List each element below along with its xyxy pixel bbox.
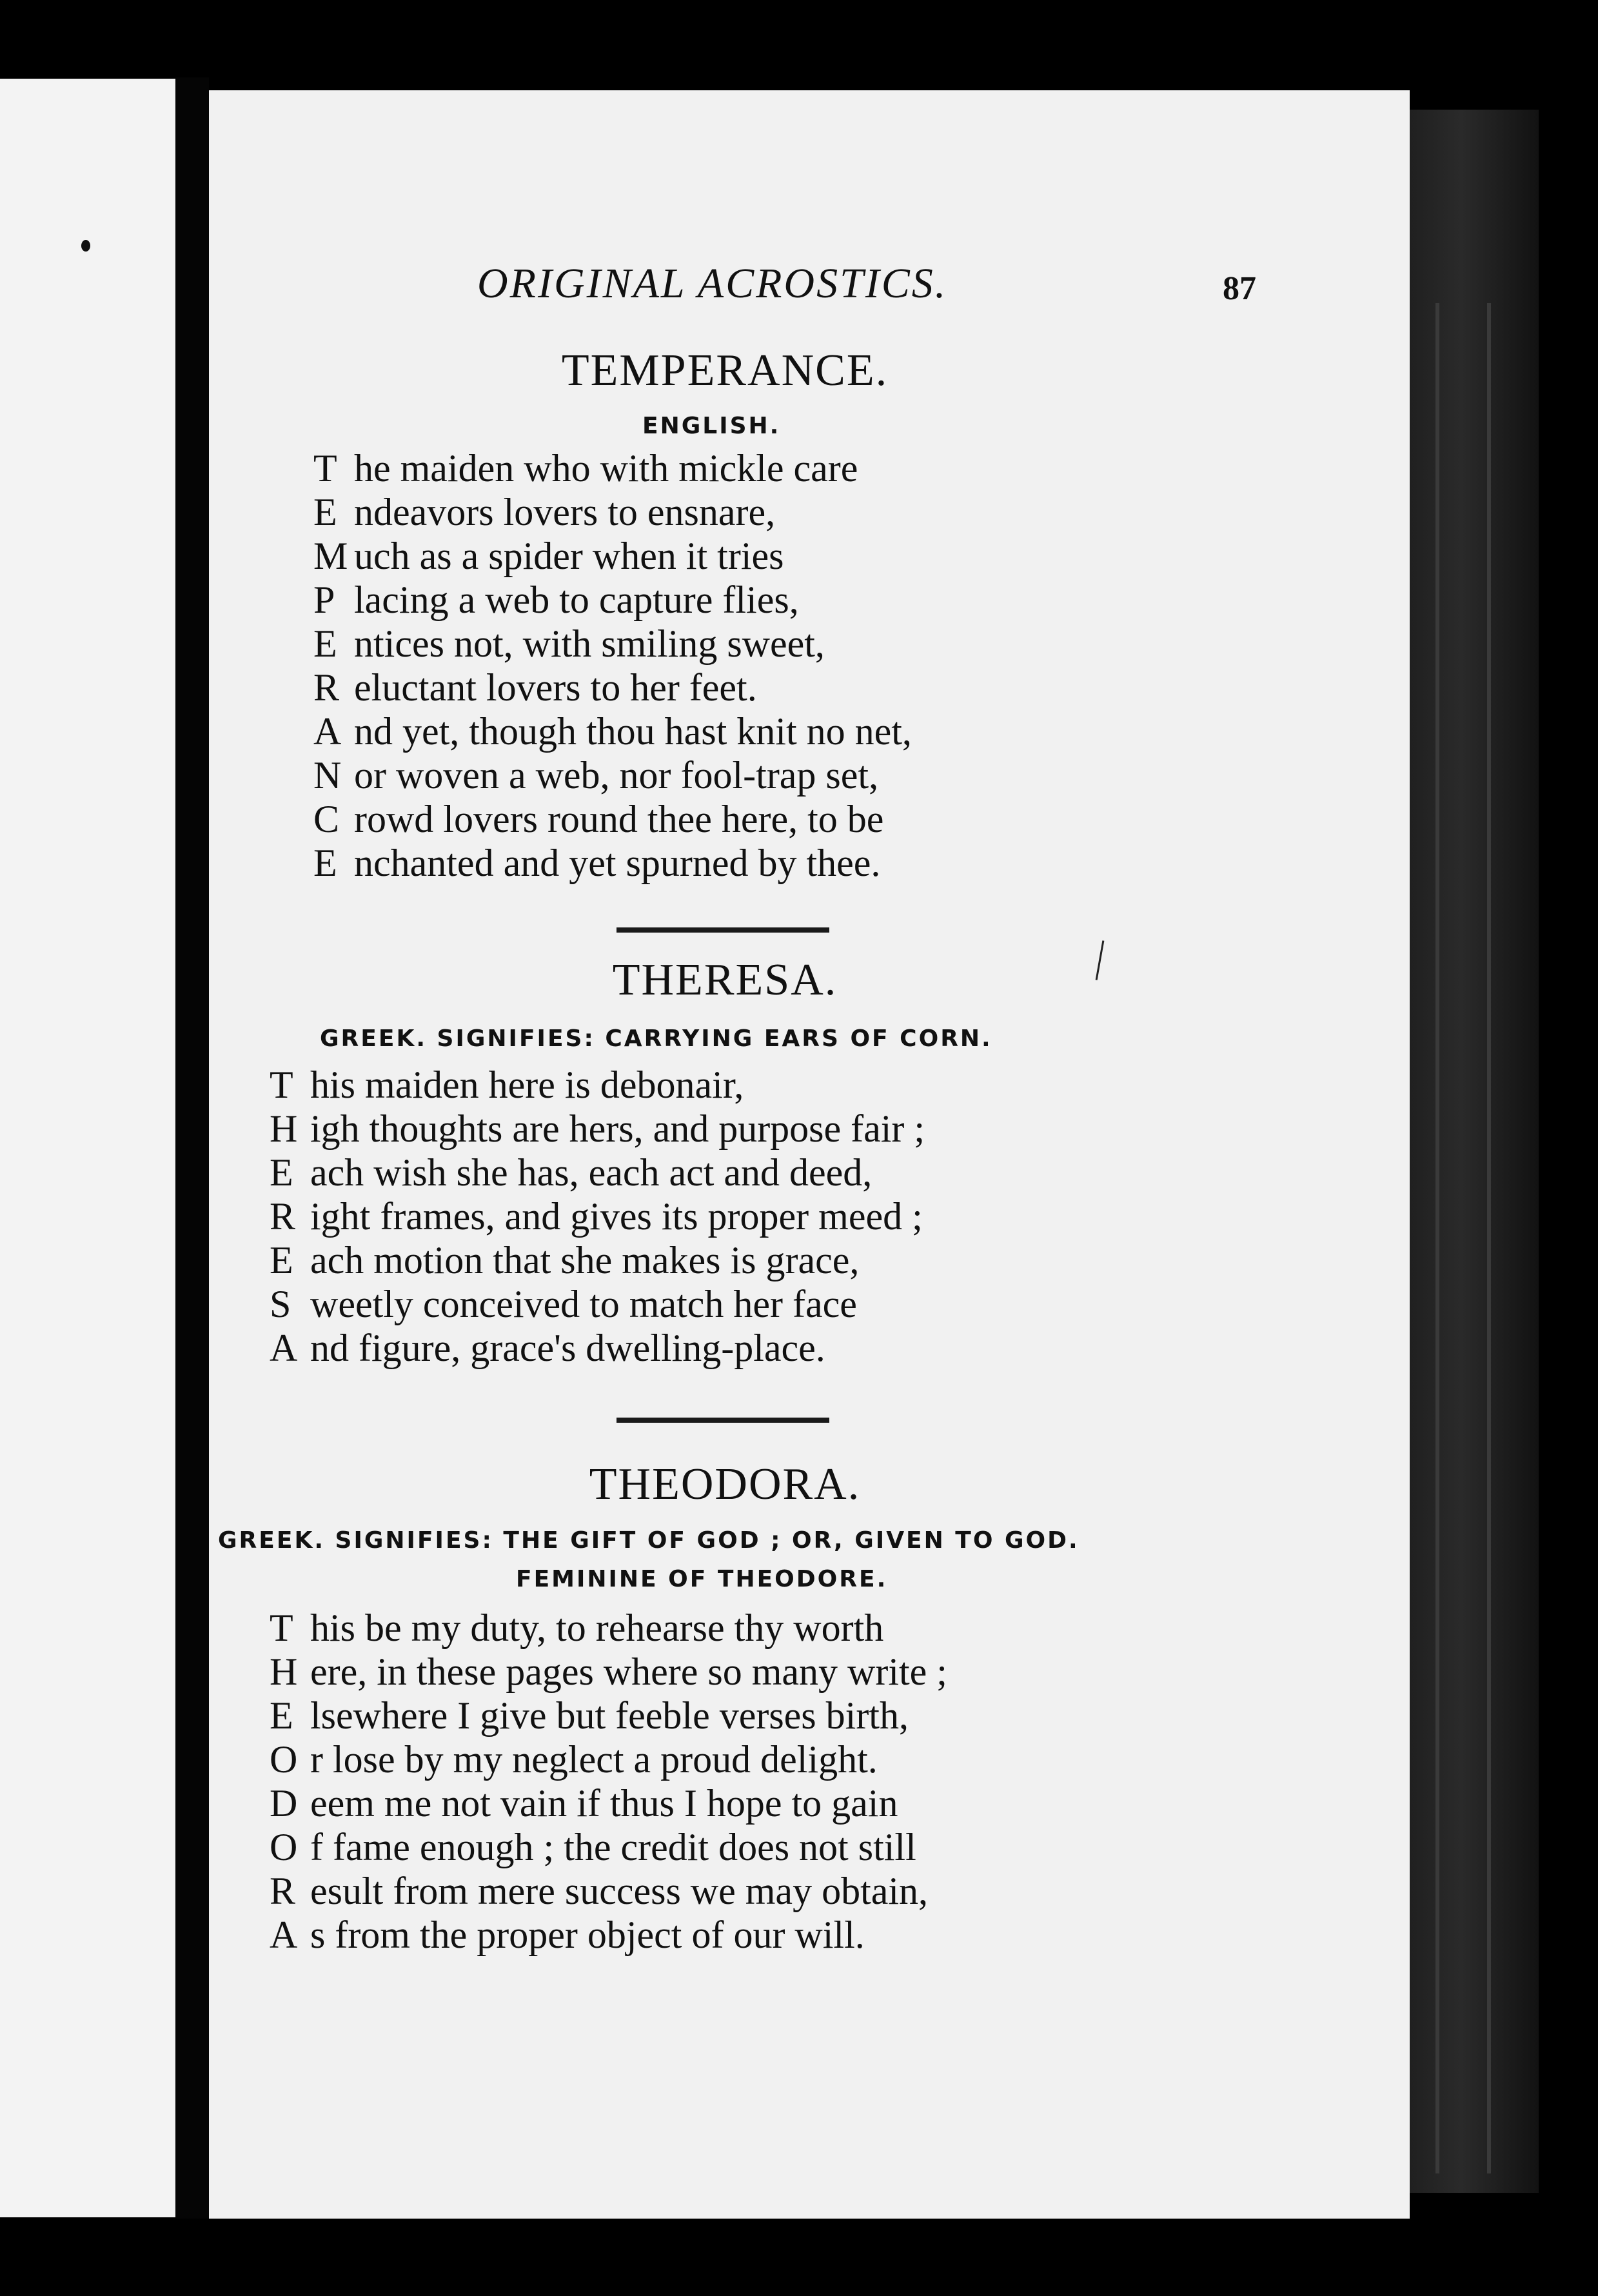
poem-line: A s from the proper object of our will. [270, 1914, 865, 1956]
poem-line: P lacing a web to capture flies, [313, 579, 799, 621]
poem-line: N or woven a web, nor fool-trap set, [313, 754, 879, 797]
poem-line: E ndeavors lovers to ensnare, [313, 491, 776, 533]
page-edge-shadow [1410, 110, 1539, 2193]
acrostic-poem [270, 1606, 947, 1957]
poem-line: E nchanted and yet spurned by thee. [313, 842, 881, 884]
poem-line: E ach wish she has, each act and deed, [270, 1151, 873, 1194]
facing-page [0, 79, 175, 2217]
section-subtitle: GREEK. SIGNIFIES: THE GIFT OF GOD ; OR, GIVEN TO GOD. [218, 1527, 1080, 1554]
poem-line: T he maiden who with mickle care [313, 447, 858, 490]
book-gutter [175, 77, 209, 2219]
poem-line: C rowd lovers round thee here, to be [313, 798, 884, 840]
section-title: THERESA. [612, 955, 838, 1005]
section-subtitle-secondary: FEMININE OF THEODORE. [516, 1566, 888, 1592]
poem-line: T his be my duty, to rehearse thy worth [270, 1607, 884, 1649]
acrostic-poem [270, 1063, 925, 1370]
poem-line: O r lose by my neglect a proud delight. [270, 1738, 878, 1781]
poem-line: O f fame enough ; the credit does not still [270, 1826, 916, 1868]
page-number: 87 [1223, 270, 1256, 307]
poem-line: H ere, in these pages where so many write ; [270, 1650, 947, 1693]
poem-line: H igh thoughts are hers, and purpose fair ; [270, 1107, 925, 1150]
section-subtitle: ENGLISH. [642, 413, 781, 439]
edge-line [1435, 303, 1439, 2173]
poem-line: S weetly conceived to match her face [270, 1283, 857, 1325]
section-divider [617, 927, 829, 933]
section-title: THEODORA. [589, 1460, 861, 1509]
section-divider [617, 1418, 829, 1423]
poem-line: R eluctant lovers to her feet. [313, 666, 757, 709]
poem-line: E lsewhere I give but feeble verses birth, [270, 1694, 909, 1737]
poem-line: A nd yet, though thou hast knit no net, [313, 710, 912, 753]
poem-line: M uch as a spider when it tries [313, 535, 784, 577]
poem-line: D eem me not vain if thus I hope to gain [270, 1782, 898, 1825]
edge-line [1487, 303, 1491, 2173]
poem-line: R esult from mere success we may obtain, [270, 1870, 929, 1912]
ink-speck [81, 240, 90, 252]
acrostic-poem [313, 446, 912, 885]
poem-line: E ntices not, with smiling sweet, [313, 622, 825, 665]
running-head: ORIGINAL ACROSTICS. [477, 260, 948, 307]
poem-line: E ach motion that she makes is grace, [270, 1239, 860, 1282]
poem-line: A nd figure, grace's dwelling-place. [270, 1327, 825, 1369]
poem-line: T his maiden here is debonair, [270, 1064, 744, 1106]
section-subtitle: GREEK. SIGNIFIES: CARRYING EARS OF CORN. [320, 1025, 992, 1052]
poem-line: R ight frames, and gives its proper meed ; [270, 1195, 923, 1238]
section-title: TEMPERANCE. [561, 346, 889, 395]
